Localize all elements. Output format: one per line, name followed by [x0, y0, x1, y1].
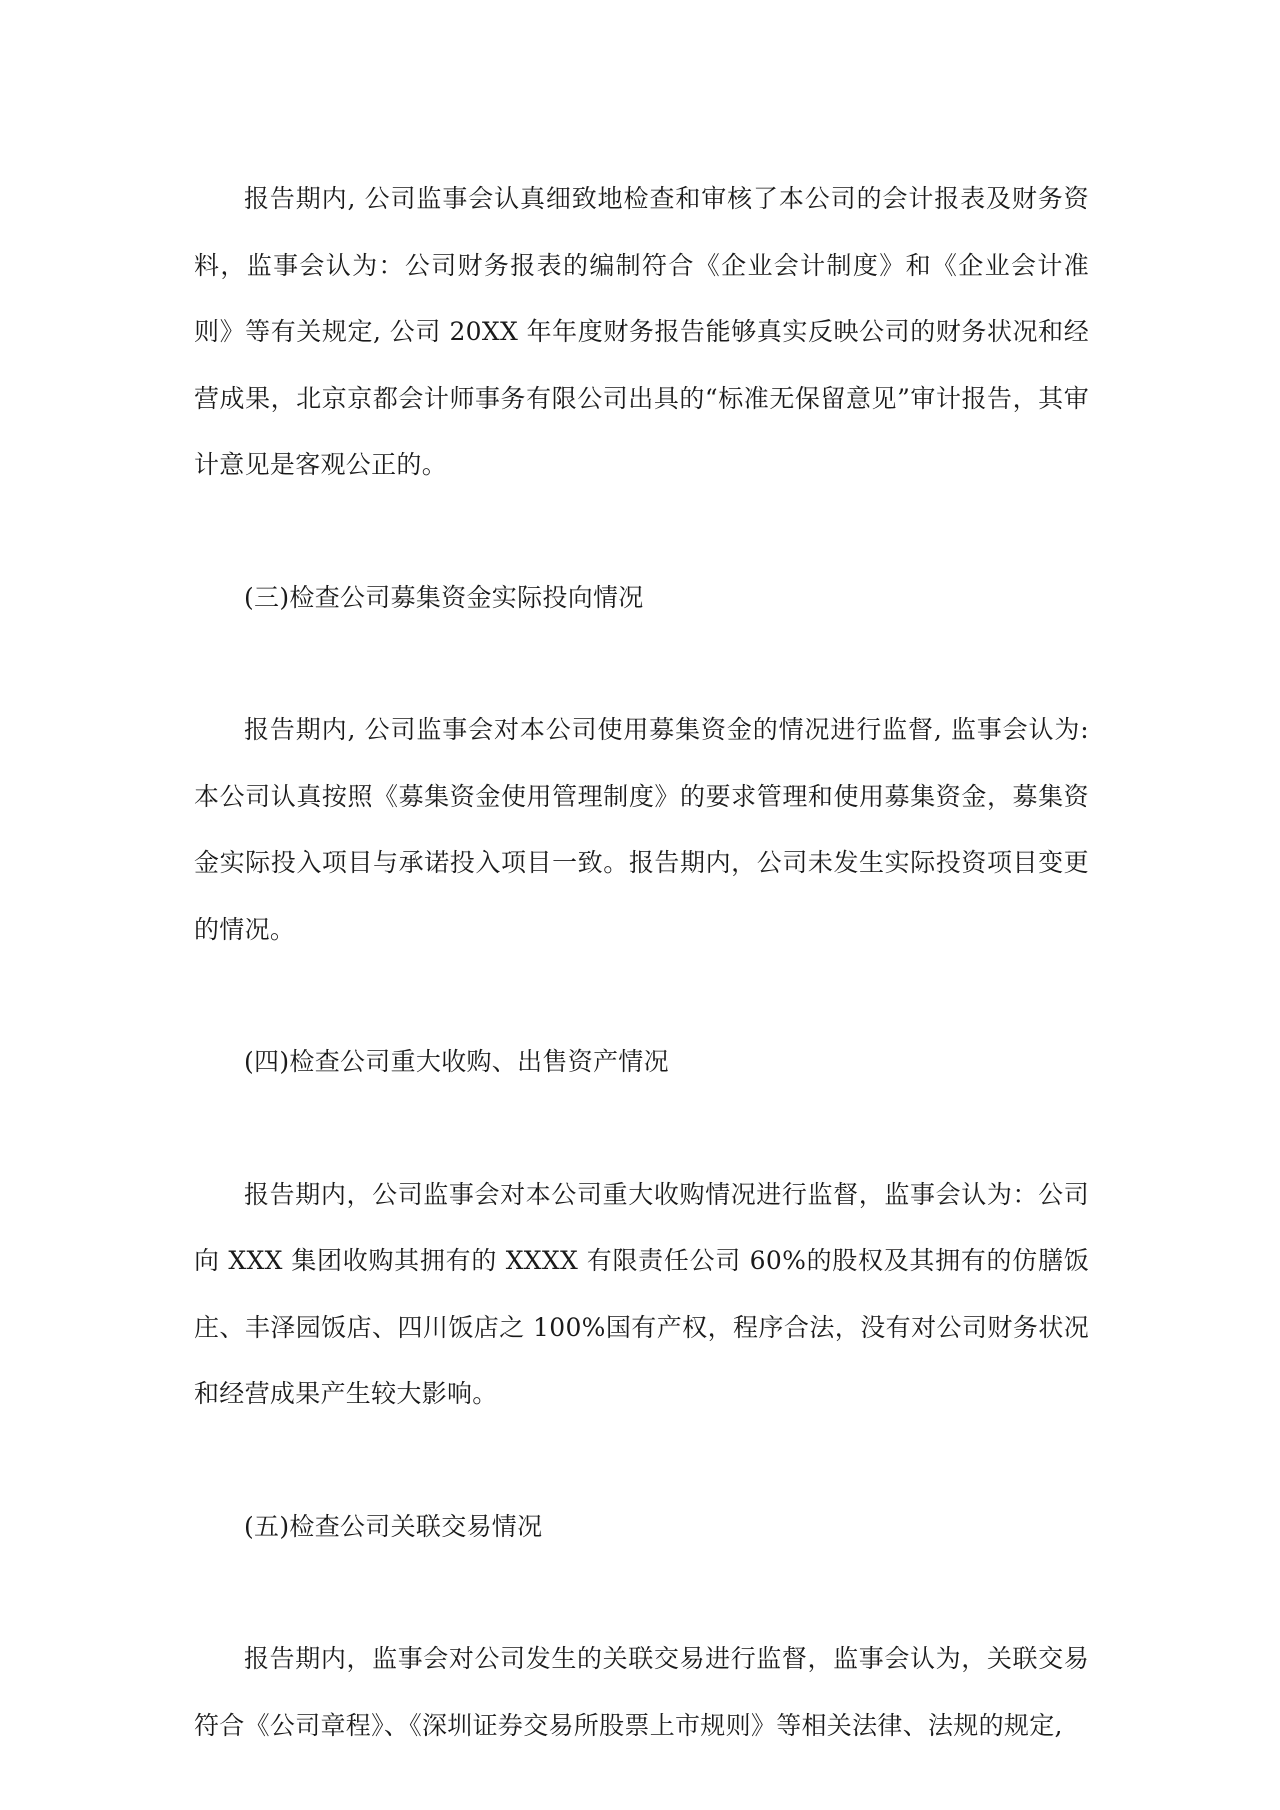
paragraph-financial-audit: 报告期内, 公司监事会认真细致地检查和审核了本公司的会计报表及财务资料，监事会认为：公司财务报表的编制符合《企业会计制度》和《企业会计准则》等有关规定, 公司 20XX 年年度财务报告能够真实反映公司的财务状况和经营成果，北京京都会计师事务有限公司出具的“标准无保留意见”审计报告，其审计意见是客观公正的。 — [194, 184, 1089, 479]
heading-related-transactions: (五)检查公司关联交易情况 — [244, 1511, 543, 1541]
paragraph-acquisitions: 报告期内，公司监事会对本公司重大收购情况进行监督，监事会认为：公司向 XXX 集团收购其拥有的 XXXX 有限责任公司 60%的股权及其拥有的仿膳饭庄、丰泽园饭店、四川饭店之 100%国有产权，程序合法，没有对公司财务状况和经营成果产生较大影响。 — [194, 1179, 1089, 1408]
heading-acquisitions: (四)检查公司重大收购、出售资产情况 — [244, 1047, 669, 1076]
paragraph-fundraising-usage: 报告期内, 公司监事会对本公司使用募集资金的情况进行监督, 监事会认为: 本公司认真按照《募集资金使用管理制度》的要求管理和使用募集资金，募集资金实际投入项目与承诺投入项目一致。报告期内，公司未发生实际投资项目变更的情况。 — [194, 715, 1089, 944]
heading-fundraising-usage: (三)检查公司募集资金实际投向情况 — [244, 582, 644, 612]
paragraph-related-transactions: 报告期内，监事会对公司发生的关联交易进行监督，监事会认为，关联交易符合《公司章程》、《深圳证券交易所股票上市规则》等相关法律、法规的规定, — [194, 1644, 1089, 1740]
document-page — [194, 166, 1089, 1759]
